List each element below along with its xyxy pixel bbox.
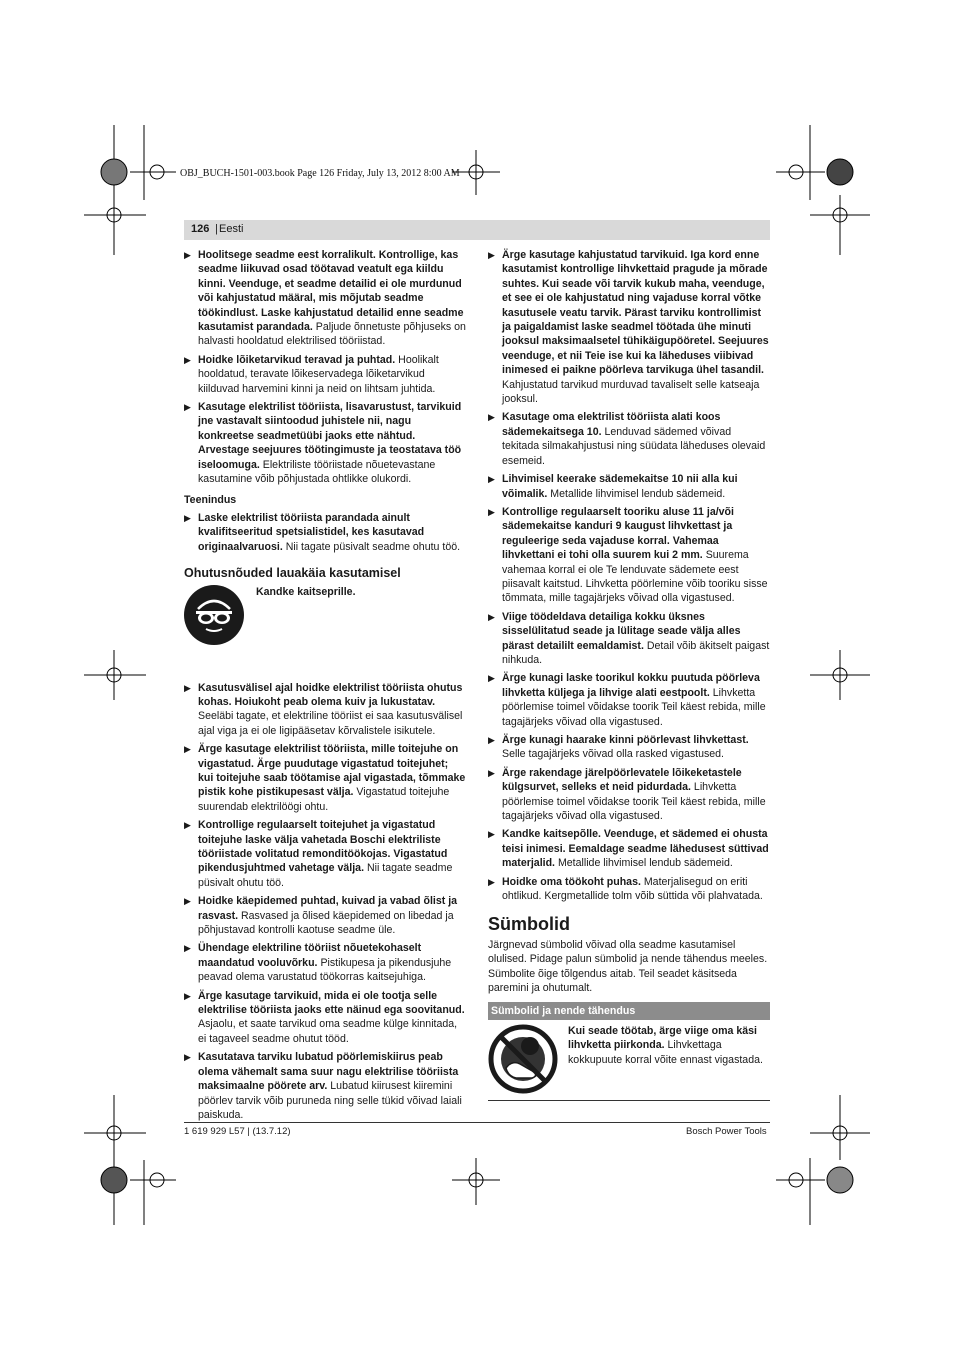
bullet-arrow-icon: ▶: [184, 250, 191, 260]
bullet-bold-text: Hoolitsege seadme eest korralikult. Kontrollige, kas seadme liikuvad osad töötavad veatult ega kiildu kinni. Veenduge, et seadme detailid ei ole murdunud või kahjustatud määral, mis mõjutab seadme töökindlust. Laske kahjustatud detailid enne seadme kasutamist parandada.: [198, 249, 464, 334]
symbol-description: [568, 1024, 770, 1094]
bullet-arrow-icon: ▶: [488, 474, 495, 485]
bullet-bold-text: Kasutusvälisel ajal hoidke elektrilist tööriista ohutus kohas. Hoiukoht peab olema kuiv ja lukustatav.: [198, 681, 463, 708]
safety-goggles-icon: [184, 585, 244, 645]
bullet-item: [488, 827, 770, 870]
bullet-bold-text: Hoidke lõiketarvikud teravad ja puhtad.: [198, 353, 396, 366]
bullet-arrow-icon: ▶: [184, 682, 191, 693]
bullet-bold-text: Hoidke käepidemed puhtad, kuivad ja vabad õlist ja rasvast.: [198, 895, 458, 922]
bullet-item: [184, 894, 466, 937]
bullet-normal-text: Lubatud kiirusest kiiremini pöörlev tarvik võib puruneda ning selle tükid võivad laiali paiskuda.: [198, 1080, 462, 1121]
bullet-arrow-icon: ▶: [488, 876, 495, 887]
bullet-item: [488, 875, 770, 904]
bullet-item: [184, 742, 466, 814]
bullet-arrow-icon: ▶: [184, 1052, 191, 1063]
bullet-normal-text: Hoolikalt hooldatud, teravate lõikeservadega lõiketarvikud kiilduvad harvemini kinni ja neid on lihtsam juhtida.: [198, 353, 439, 395]
bullet-normal-text: Lenduvad sädemed võivad tekitada silmakahjustusi ning süüdata läheduses olevaid esemeid.: [502, 425, 766, 467]
left.items1-list: [184, 248, 466, 487]
right.items-list: [488, 248, 770, 903]
bullet-item: [488, 410, 770, 468]
bullet-item: [488, 766, 770, 824]
bullet-arrow-icon: ▶: [184, 990, 191, 1001]
footer-brand: Bosch Power Tools: [686, 1126, 767, 1137]
bullet-normal-text: Paljude õnnetuste põhjuseks on halvasti hooldatud elektrilised tööriistad.: [198, 321, 466, 348]
bullet-item: [184, 1050, 466, 1122]
service-item: [184, 511, 466, 554]
bullet-arrow-icon: ▶: [488, 829, 495, 840]
bullet-item: [184, 989, 466, 1047]
left-column: [184, 248, 466, 1126]
bullet-bold-text: Viige töödeldava detailiga kokku üksnes sisselülitatud seade ja lülitage seade välja alles pärast detaililt eemaldamist.: [502, 610, 741, 652]
bullet-arrow-icon: ▶: [184, 943, 191, 954]
bullet-bold-text: Ärge kasutage kahjustatud tarvikuid. Iga kord enne kasutamist kontrollige lihvkettaid pragude ja mõrade suhtes. Kui seade või tarvik kukub maha, veenduge, et see ei ole kahjustatud ning vajaduse korral võtke kasutusele veatu tarvik. Pärast tarviku kontrollimist ja paigaldamist laske seadmel töötada ühe minuti jooksul maksimaalsetel tühikäigupööretel. Seejuures veenduge, et nii Teie ise kui ka läheduses viibivad inimesed ei paikne pöörleva tarvikuga ühel tasandil.: [502, 249, 769, 377]
bullet-arrow-icon: ▶: [488, 735, 495, 745]
bullet-bold-text: Lihvimisel keerake sädemekaitse 10 nii alla kui võimalik.: [502, 473, 738, 500]
header-separator: |: [215, 223, 218, 235]
bullet-arrow-icon: ▶: [184, 820, 191, 831]
bullet-normal-text: Pistikupesa ja pikendusjuhe peavad olema varustatud töökorras kaitsejuhiga.: [198, 956, 452, 984]
bullet-arrow-icon: ▶: [184, 896, 191, 907]
goggles-text: Kandke kaitseprille.: [256, 585, 356, 598]
bullet-normal-text: Selle tagajärjeks võivad olla rasked vigastused.: [502, 748, 725, 761]
bullet-normal-text: Nii tagate püsivalt seadme ohutu töö.: [282, 540, 461, 553]
safety-heading: Ohutusnõuded lauakäia kasutamisel: [184, 566, 401, 581]
page-language: Eesti: [219, 223, 244, 235]
bullet-bold-text: Ärge rakendage järelpöörlevatele lõikeketastele külgsurvet, selleks et neid pidurdada.: [502, 766, 742, 794]
bullet-arrow-icon: ▶: [488, 673, 495, 684]
bullet-arrow-icon: ▶: [184, 402, 191, 413]
bullet-normal-text: Asjaolu, et saate tarvikud oma seadme külge kinnitada, ei tagaveel seadme ohutut tööd.: [198, 1018, 458, 1045]
bullet-item: [184, 400, 466, 486]
bullet-arrow-icon: ▶: [488, 767, 495, 778]
footer-code: 1 619 929 L57 | (13.7.12): [184, 1126, 291, 1137]
bullet-normal-text: Nii tagate seadme püsivalt ohutu töö.: [198, 862, 453, 889]
bullet-bold-text: Kasutatava tarviku lubatud pöörlemiskiirus peab olema vähemalt sama suur nagu elektrilise tööriista maksimaalne pöörete arv.: [198, 1051, 459, 1093]
bullet-bold-text: Ühendage elektriline tööriist nõuetekohaselt maandatud vooluvõrku.: [198, 942, 422, 969]
bullet-item: [184, 353, 466, 396]
symbols-heading: Sümbolid: [488, 914, 570, 935]
bullet-arrow-icon: ▶: [488, 506, 495, 517]
bullet-normal-text: Rasvased ja õlised käepidemed on libedad ja põhjustavad kontrolli kaotuse seadme üle.: [198, 909, 454, 937]
bullet-normal-text: Suurema vahemaa korral ei ole Te lenduvate sädemete eest piisavalt kaitstud. Lihvketta pöörlemine võib tooriku sisse tõmmata, mille tagajärjeks võivad olla vigastused.: [502, 549, 768, 605]
bullet-normal-text: Seeläbi tagate, et elektriline tööriist ei saa kasutusvälisel ajal viga ja ei ole ligipääsetav kõrvalistele isikutele.: [198, 710, 463, 737]
bullet-normal-text: Kahjustatud tarvikud murduvad tavaliselt selle katseaja jooksul.: [502, 378, 760, 406]
bullet-item: [488, 733, 770, 762]
bullet-normal-text: Lihvketta pöörlemise toimel võidakse toorik Teil käest rebida, mille tagajärjeks võivad olla vigastused.: [502, 686, 766, 728]
bullet-bold-text: Kontrollige regulaarselt toitejuhet ja vigastatud toitejuhe laske välja vahetada Boschi elektriliste tööriistade volitatud remonditöökojas. Vigastatud pikendusjuhtmed vahetage välja.: [198, 819, 448, 875]
goggles-notice: [184, 585, 466, 645]
bullet-item: [184, 941, 466, 984]
symbols-table-header: Sümbolid ja nende tähendus: [488, 1002, 770, 1020]
bullet-normal-text: Vigastatud toitejuhe suurendab elektrilöögi ohtu.: [198, 786, 450, 813]
bullet-normal-text: Detail võib äkitselt paigast nihkuda.: [502, 639, 770, 666]
right-column: [488, 248, 770, 1101]
bullet-item: [488, 248, 770, 406]
bullet-bold-text: Ärge kunagi laske toorikul kokku puutuda pöörleva lihvketta küljega ja lihvige alati eestpoolt.: [502, 672, 760, 699]
left.items2-list: [184, 681, 466, 1123]
bullet-normal-text: Lihvketta pöörlemise toimel võidakse toorik Teil käest rebida, mille tagajärjeks võivad olla vigastused.: [502, 781, 766, 823]
bullet-normal-text: Materjalisegud on eriti ohtlikud. Kergmetallide tolm võib süttida või plahvatada.: [502, 875, 763, 903]
bullet-arrow-icon: ▶: [184, 744, 191, 755]
bullet-arrow-icon: ▶: [488, 250, 495, 260]
bullet-arrow-icon: ▶: [488, 611, 495, 622]
bullet-bold-text: Kasutage elektrilist tööriista, lisavarustust, tarvikuid jne vastavalt siintoodud juhistele nii, nagu konkreetse seadmetüübi jaoks ette nähtud. Arvestage seejuures töötingimuste ja teostatava töö iseloomuga.: [198, 401, 462, 471]
no-hands-icon: [488, 1024, 558, 1094]
symbol-bold-text: Kui seade töötab, ärge viige oma käsi lihvketta piirkonda.: [568, 1024, 757, 1052]
service-heading: Teenindus: [184, 493, 237, 506]
bullet-bold-text: Ärge kunagi haarake kinni pöörlevast lihvkettast.: [502, 734, 749, 746]
bullet-bold-text: Kontrollige regulaarselt tooriku aluse 11 ja/või sädemekaitse kanduri 9 kaugust lihvkettast ja reguleerige seda vajaduse korral. Vahemaa lihvkettani ei tohi olla suurem kui 2 mm.: [502, 505, 734, 562]
page-number: 126: [191, 223, 210, 235]
bullet-bold-text: Hoidke oma töökoht puhas.: [502, 875, 641, 888]
symbols-table-row: [488, 1020, 770, 1101]
bullet-normal-text: Elektriliste tööriistade nõuetevastane kasutamine võib põhjustada ohtlikke olukordi.: [198, 458, 436, 486]
bullet-item: [488, 610, 770, 668]
page-header-bar: [184, 220, 770, 240]
bullet-item: [488, 671, 770, 729]
bullet-arrow-icon: ▶: [184, 354, 191, 365]
bullet-bold-text: Kasutage oma elektrilist tööriista alati koos sädemekaitsega 10.: [502, 411, 721, 438]
bullet-bold-text: Ärge kasutage elektrilist tööriista, mille toitejuhe on vigastatud. Ärge puudutage vigastatud toitejuhet; kui toitejuhe saab töötamise ajal vigastada, tõmmake pistik kohe pistikupesast välja.: [198, 743, 466, 799]
bullet-bold-text: Kandke kaitsepõlle. Veenduge, et sädemed ei ohusta teisi inimesi. Eemaldage seadme lähedusest süttivad materjalid.: [502, 828, 769, 870]
footer-divider: [184, 1122, 770, 1123]
bullet-normal-text: Metallide lihvimisel lendub sädemeid.: [547, 487, 726, 500]
bullet-item: [184, 818, 466, 890]
file-meta: OBJ_BUCH-1501-003.book Page 126 Friday, July 13, 2012 8:00 AM: [180, 168, 460, 179]
bullet-item: [488, 472, 770, 501]
bullet-bold-text: Ärge kasutage tarvikuid, mida ei ole tootja selle elektrilise tööriista jaoks ette näinud ega soovitanud.: [198, 989, 465, 1017]
bullet-bold-text: Laske elektrilist tööriista parandada ainult kvalifitseeritud spetsialistidel, kes kasutavad originaalvaruosi.: [198, 511, 425, 553]
bullet-arrow-icon: ▶: [184, 512, 191, 523]
bullet-item: [488, 505, 770, 606]
bullet-item: [184, 248, 466, 349]
bullet-normal-text: Metallide lihvimisel lendub sädemeid.: [555, 857, 733, 870]
symbol-normal-text: Lihvkettaga kokkupuute korral võite ennast vigastada.: [568, 1039, 763, 1066]
symbols-intro: Järgnevad sümbolid võivad olla seadme kasutamisel olulised. Pidage palun sümbolid ja nende tähendus meeles. Sümbolite õige tõlgendus aitab. Teil seadet käsitseda paremini ja ohutumalt.: [488, 938, 768, 995]
bullet-arrow-icon: ▶: [488, 412, 495, 423]
bullet-item: [184, 681, 466, 739]
